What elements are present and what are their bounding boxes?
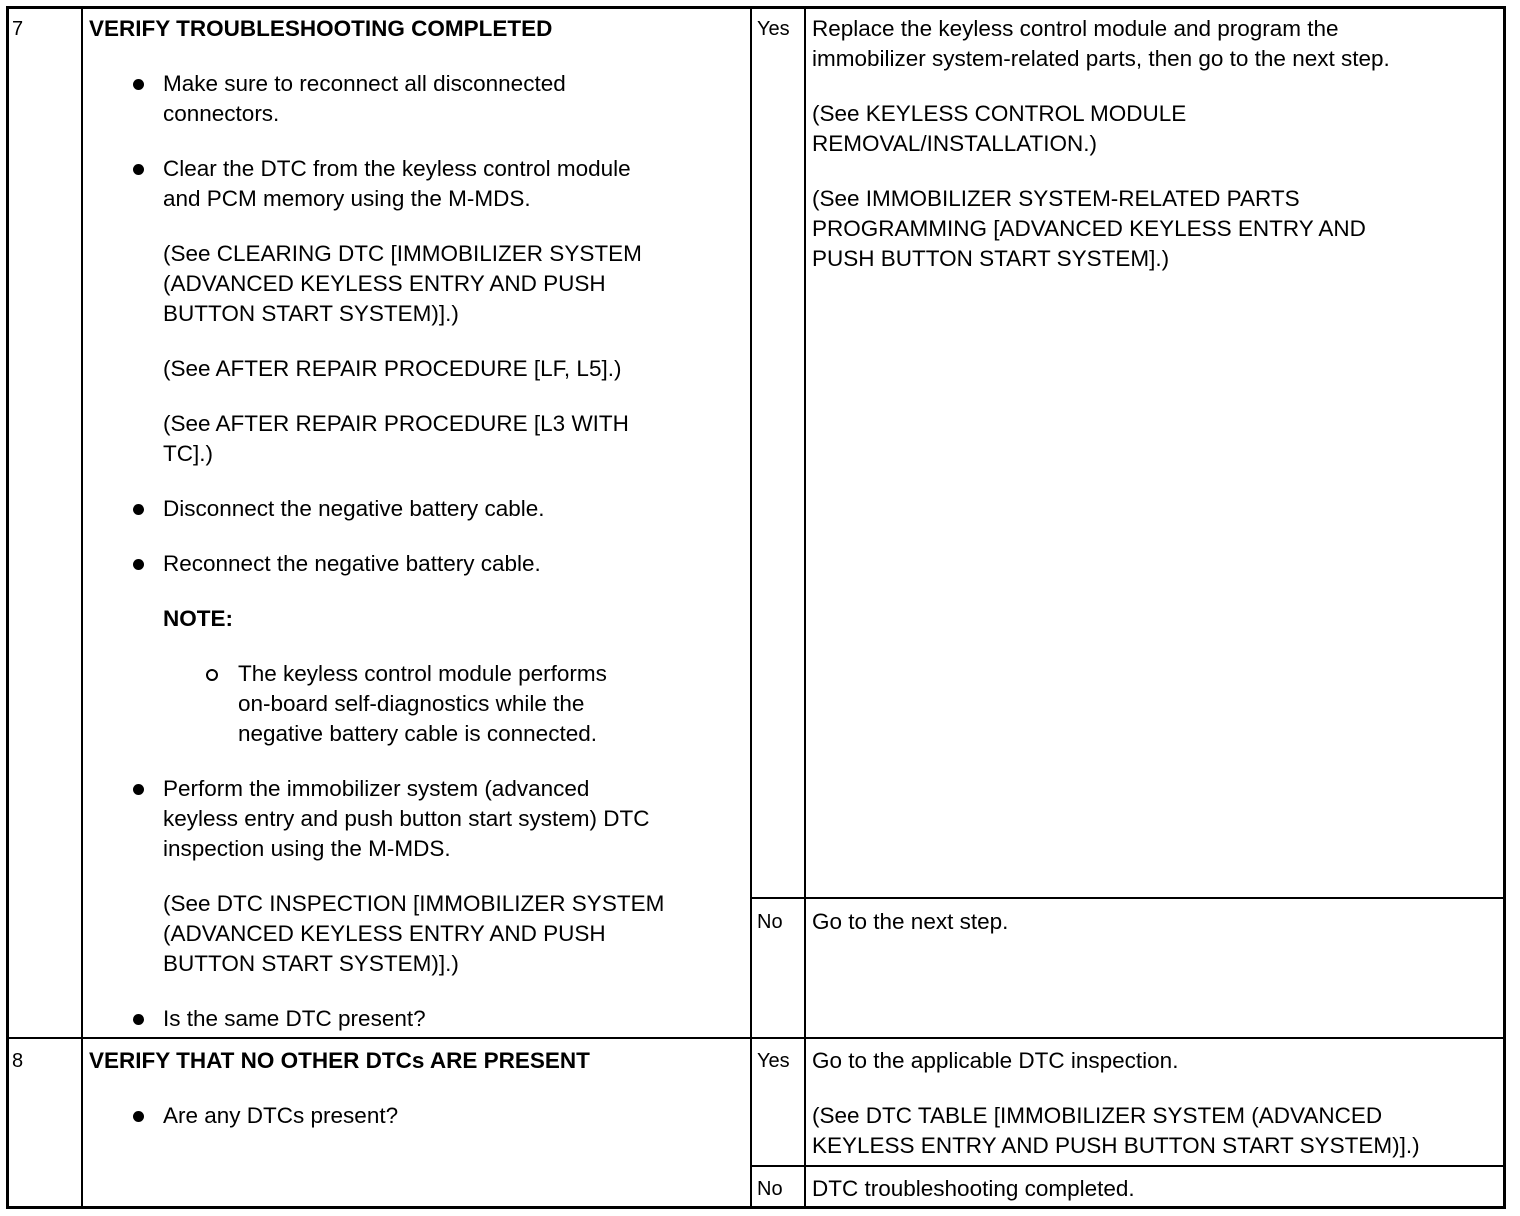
- step-item-line: inspection using the M-MDS.: [163, 836, 451, 861]
- yes-action-line: Go to the applicable DTC inspection.: [812, 1048, 1179, 1073]
- step-item-line: and PCM memory using the M-MDS.: [163, 186, 531, 211]
- bullet-icon: [133, 784, 144, 795]
- step-item-line: Are any DTCs present?: [163, 1103, 399, 1128]
- bullet-icon: [133, 164, 144, 175]
- note-line: The keyless control module performs: [238, 661, 607, 686]
- reference-line: (See DTC INSPECTION [IMMOBILIZER SYSTEM: [163, 891, 665, 916]
- step-item-line: keyless entry and push button start system) DTC: [163, 806, 650, 831]
- bullet-icon: [133, 1111, 144, 1122]
- step-item-line: Clear the DTC from the keyless control module: [163, 156, 631, 181]
- bullet-icon: [133, 559, 144, 570]
- no-label: No: [757, 911, 783, 933]
- yes-action-line: REMOVAL/INSTALLATION.): [812, 131, 1098, 156]
- no-action-line: DTC troubleshooting completed.: [812, 1176, 1135, 1201]
- answer-divider: [750, 1165, 1506, 1167]
- step-item-line: Is the same DTC present?: [163, 1006, 426, 1031]
- yes-action-line: Replace the keyless control module and program the: [812, 16, 1339, 41]
- reference-line: (ADVANCED KEYLESS ENTRY AND PUSH: [163, 271, 606, 296]
- reference-line: BUTTON START SYSTEM)].): [163, 951, 459, 976]
- step-item-line: connectors.: [163, 101, 280, 126]
- no-action-line: Go to the next step.: [812, 909, 1009, 934]
- reference-line: (See AFTER REPAIR PROCEDURE [LF, L5].): [163, 356, 622, 381]
- yes-action-line: KEYLESS ENTRY AND PUSH BUTTON START SYSTEM)].): [812, 1133, 1420, 1158]
- step-item-line: Perform the immobilizer system (advanced: [163, 776, 590, 801]
- answer-divider: [750, 897, 1506, 899]
- bullet-icon: [133, 79, 144, 90]
- step-number: 7: [12, 18, 24, 40]
- column-divider: [804, 6, 806, 1209]
- yes-action-line: (See DTC TABLE [IMMOBILIZER SYSTEM (ADVANCED: [812, 1103, 1383, 1128]
- step-title: VERIFY THAT NO OTHER DTCs ARE PRESENT: [89, 1048, 590, 1073]
- sub-bullet-icon: [206, 669, 218, 681]
- step-title: VERIFY TROUBLESHOOTING COMPLETED: [89, 16, 553, 41]
- reference-line: TC].): [163, 441, 213, 466]
- note-line: negative battery cable is connected.: [238, 721, 597, 746]
- note-heading: NOTE:: [163, 606, 233, 631]
- yes-label: Yes: [757, 1050, 790, 1072]
- yes-action-line: (See IMMOBILIZER SYSTEM-RELATED PARTS: [812, 186, 1300, 211]
- step-number: 8: [12, 1050, 24, 1072]
- row-divider: [6, 1037, 1506, 1039]
- column-divider: [750, 6, 752, 1209]
- column-divider: [81, 6, 83, 1209]
- bullet-icon: [133, 1014, 144, 1025]
- bullet-icon: [133, 504, 144, 515]
- no-label: No: [757, 1178, 783, 1200]
- step-item-line: Disconnect the negative battery cable.: [163, 496, 545, 521]
- reference-line: (See AFTER REPAIR PROCEDURE [L3 WITH: [163, 411, 629, 436]
- yes-action-line: immobilizer system-related parts, then go to the next step.: [812, 46, 1390, 71]
- yes-action-line: PROGRAMMING [ADVANCED KEYLESS ENTRY AND: [812, 216, 1366, 241]
- reference-line: (See CLEARING DTC [IMMOBILIZER SYSTEM: [163, 241, 642, 266]
- step-item-line: Make sure to reconnect all disconnected: [163, 71, 566, 96]
- reference-line: (ADVANCED KEYLESS ENTRY AND PUSH: [163, 921, 606, 946]
- yes-label: Yes: [757, 18, 790, 40]
- yes-action-line: PUSH BUTTON START SYSTEM].): [812, 246, 1170, 271]
- yes-action-line: (See KEYLESS CONTROL MODULE: [812, 101, 1187, 126]
- step-item-line: Reconnect the negative battery cable.: [163, 551, 541, 576]
- reference-line: BUTTON START SYSTEM)].): [163, 301, 459, 326]
- note-line: on-board self-diagnostics while the: [238, 691, 585, 716]
